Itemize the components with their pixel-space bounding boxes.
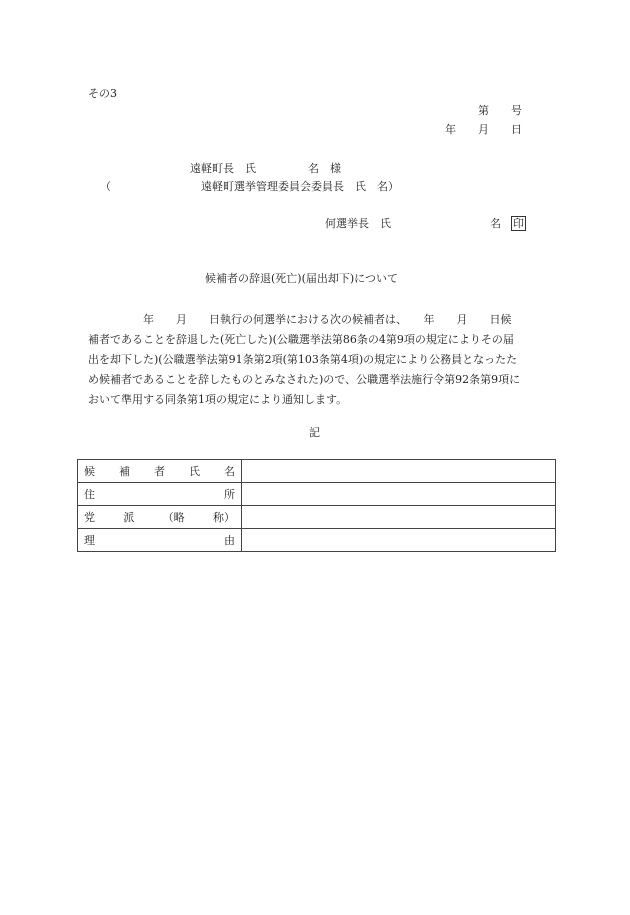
label-part: （略: [162, 511, 185, 524]
body-line: 年 月 日執行の何選挙における次の候補者は、 年 月 日候: [88, 313, 512, 326]
addressee-paren-open: （: [100, 180, 111, 193]
label-part: 者: [154, 465, 165, 478]
ki-heading: 記: [309, 426, 320, 439]
addressee-committee: 遠軽町選挙管理委員会委員長 氏 名）: [201, 180, 399, 193]
label-candidate-name: [78, 460, 242, 483]
addressee-mayor-suffix: 名 様: [308, 162, 341, 175]
notice-body: [88, 310, 556, 410]
label-part: 理: [84, 534, 95, 547]
label-part: 所: [224, 488, 235, 501]
label-part: 住: [84, 488, 95, 501]
table-row: [78, 460, 556, 483]
body-line: 補者であることを辞退した(死亡した)(公職選挙法第86条の4第9項の規定によりその届: [88, 333, 514, 346]
sender-title: 何選挙長 氏: [325, 217, 391, 230]
value-candidate-name[interactable]: [242, 460, 556, 483]
label-part: 称）: [212, 511, 235, 524]
label-part: 名: [224, 465, 235, 478]
body-line: め候補者であることを辞したものとみなされた)ので、公職選挙法施行令第92条第9項に: [88, 373, 521, 386]
seal-wrap: [511, 216, 526, 231]
table-row: [78, 529, 556, 552]
value-reason[interactable]: [242, 529, 556, 552]
document-number: 第 号: [478, 104, 522, 117]
candidate-table: [77, 459, 556, 552]
sender-name-char: 名: [490, 217, 501, 230]
label-party: [78, 506, 242, 529]
body-line: おいて準用する同条第1項の規定により通知します。: [88, 393, 348, 406]
value-address[interactable]: [242, 483, 556, 506]
label-address: [78, 483, 242, 506]
label-part: 派: [123, 511, 135, 524]
document-date: 年 月 日: [445, 123, 522, 136]
subject-title: 候補者の辞退(死亡)(届出却下)について: [205, 272, 398, 285]
label-part: 党: [84, 511, 95, 524]
label-part: 由: [224, 534, 235, 547]
addressee-mayor: 遠軽町長 氏: [190, 162, 256, 175]
label-part: 候: [84, 465, 95, 478]
label-reason: [78, 529, 242, 552]
body-line: 出を却下した)(公職選挙法第91条第2項(第103条第4項)の規定により公務員となったた: [88, 353, 518, 366]
table-row: [78, 506, 556, 529]
seal-stamp: 印: [513, 217, 524, 230]
value-party[interactable]: [242, 506, 556, 529]
table-row: [78, 483, 556, 506]
form-number: その3: [88, 87, 117, 100]
label-part: 補: [119, 465, 130, 478]
label-part: 氏: [189, 465, 200, 478]
